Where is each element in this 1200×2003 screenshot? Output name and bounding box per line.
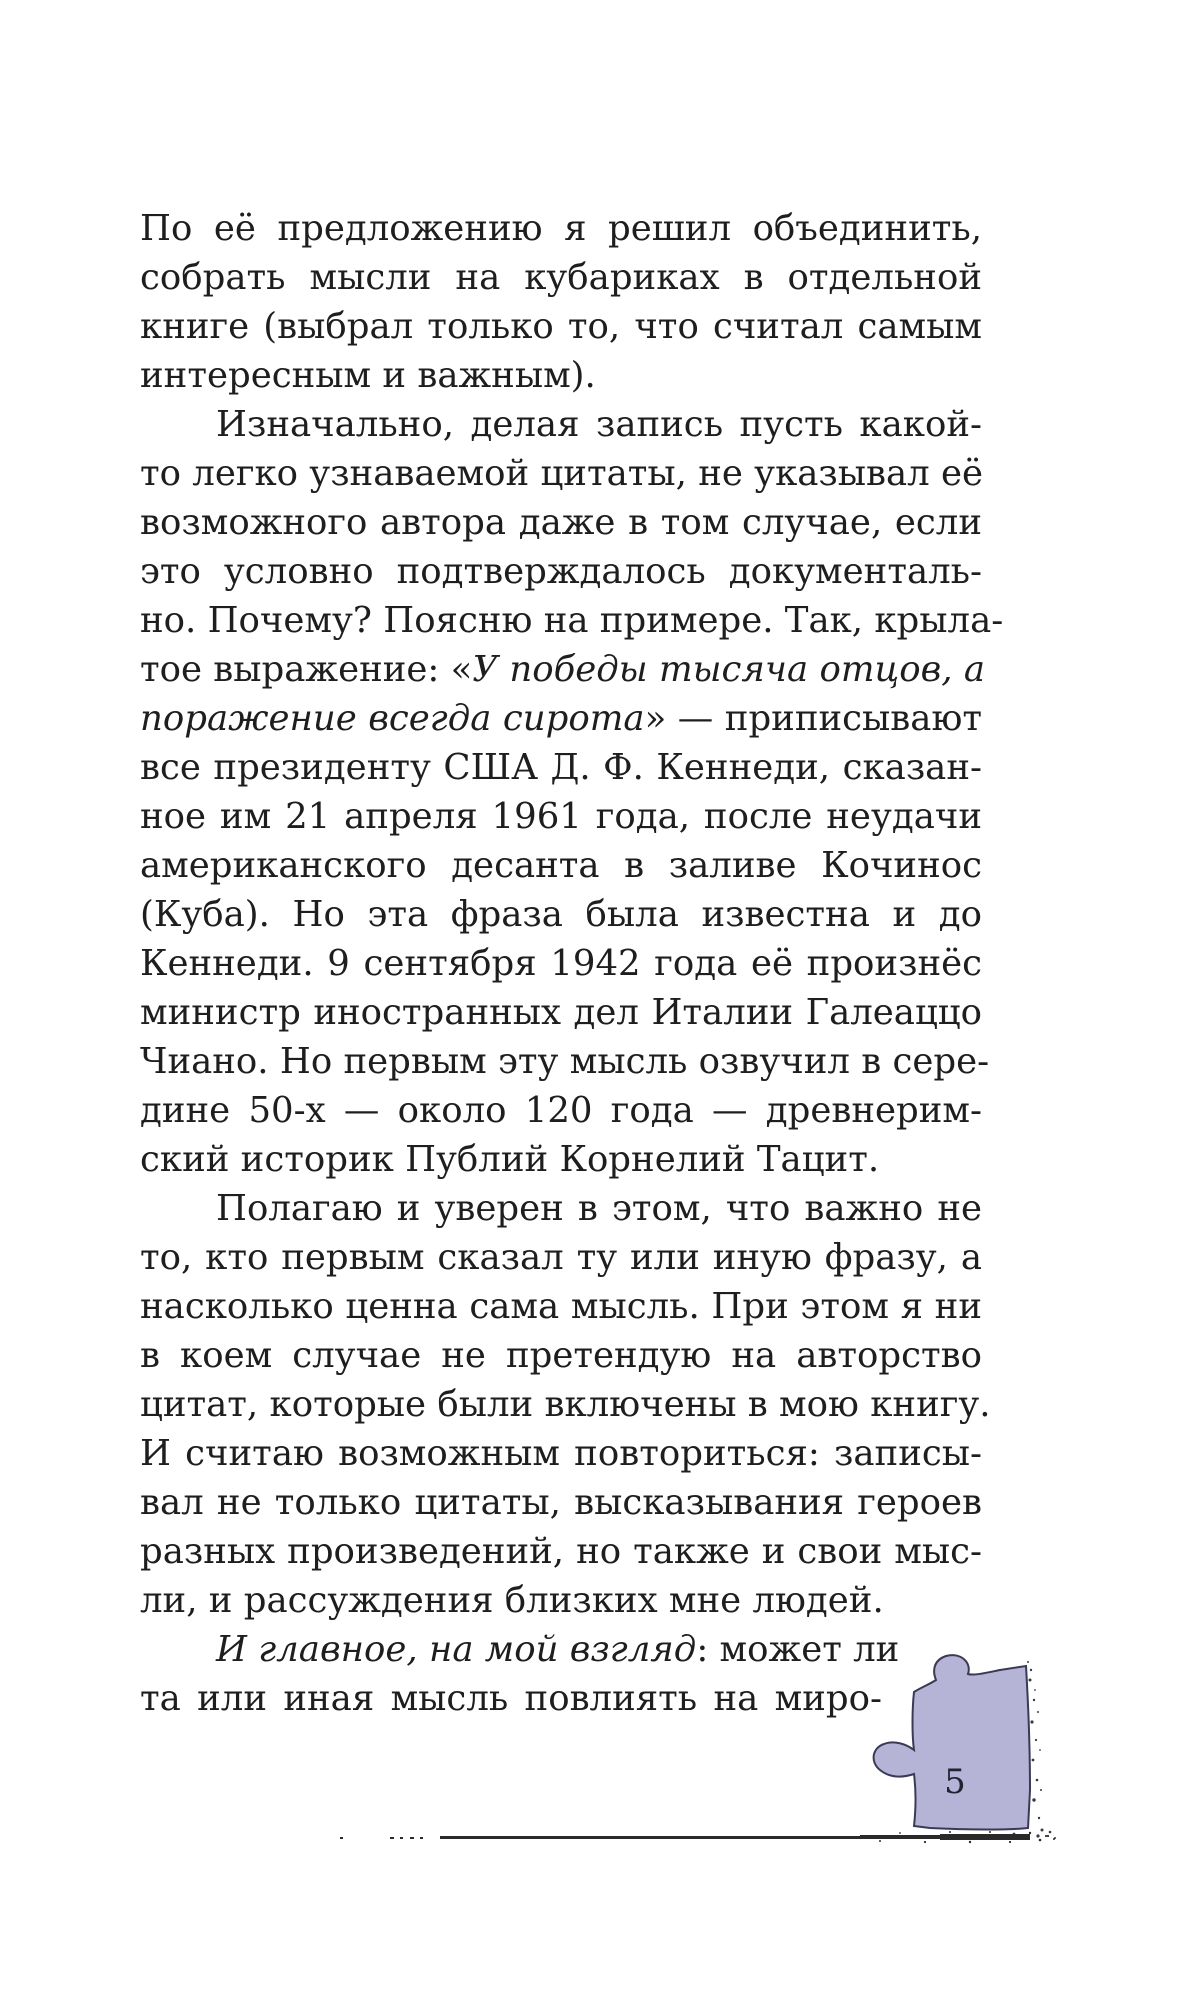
text-segment: » — приписывают	[644, 698, 982, 739]
body-text	[140, 204, 1004, 1723]
emphasis-italic: И главное, на мой взгляд	[216, 1629, 697, 1670]
text-line: дине 50-х — около 120 года — древнерим-	[140, 1090, 982, 1131]
text-line: это условно подтверждалось документаль-	[140, 551, 982, 592]
text-line-with-quote	[140, 694, 982, 743]
text-line: все президенту США Д. Ф. Кеннеди, сказан-	[140, 747, 982, 788]
text-line: насколько ценна сама мысль. При этом я ни	[140, 1286, 982, 1327]
text-line: Чиано. Но первым эту мысль озвучил в сере-	[140, 1041, 990, 1082]
text-line: разных произведений, но также и свои мыс-	[140, 1531, 982, 1572]
text-line-with-emphasis	[140, 1625, 900, 1674]
text-line: Изначально, делая запись пусть какой-	[216, 404, 982, 445]
text-segment: тое выражение: «	[140, 649, 473, 690]
text-line: то, кто первым сказал ту или иную фразу, а	[140, 1237, 982, 1278]
bottom-rule	[340, 1830, 1060, 1844]
text-line: возможного автора даже в том случае, если	[140, 502, 982, 543]
puzzle-piece-decoration	[850, 1640, 1070, 1850]
quote-italic: поражение всегда сирота	[140, 698, 645, 739]
puzzle-shape	[874, 1655, 1030, 1829]
text-line: но. Почему? Поясню на примере. Так, крыла-	[140, 600, 1004, 641]
text-line: (Куба). Но эта фраза была известна и до	[140, 894, 982, 935]
text-line: то легко узнаваемой цитаты, не указывал её	[140, 453, 984, 494]
text-line: ли, и рассуждения близких мне людей.	[140, 1580, 884, 1621]
text-line: интересным и важным).	[140, 355, 596, 396]
text-line: американского десанта в заливе Кочинос	[140, 845, 982, 886]
text-line: ский историк Публий Корнелий Тацит.	[140, 1139, 880, 1180]
text-line: в коем случае не претендую на авторство	[140, 1335, 982, 1376]
text-line: Полагаю и уверен в этом, что важно не	[216, 1188, 982, 1229]
text-line: цитат, которые были включены в мою книгу.	[140, 1384, 991, 1425]
text-line: собрать мысли на кубариках в отдельной	[140, 257, 982, 298]
text-line: По её предложению я решил объединить,	[140, 208, 982, 249]
text-line: И считаю возможным повториться: записы-	[140, 1433, 982, 1474]
page-number: 5	[944, 1762, 966, 1802]
quote-italic: У победы тысяча отцов, а	[472, 649, 986, 690]
text-line: Кеннеди. 9 сентября 1942 года её произнёс	[140, 943, 982, 984]
text-line-with-quote	[140, 645, 986, 694]
puzzle-piece-icon	[850, 1640, 1070, 1850]
text-line: министр иностранных дел Италии Галеаццо	[140, 992, 982, 1033]
text-line: ное им 21 апреля 1961 года, после неудачи	[140, 796, 982, 837]
text-line: вал не только цитаты, высказывания героев	[140, 1482, 982, 1523]
text-segment: : может ли	[696, 1629, 900, 1670]
text-line: та или иная мысль повлиять на миро-	[140, 1678, 882, 1719]
text-line: книге (выбрал только то, что считал самым	[140, 306, 982, 347]
